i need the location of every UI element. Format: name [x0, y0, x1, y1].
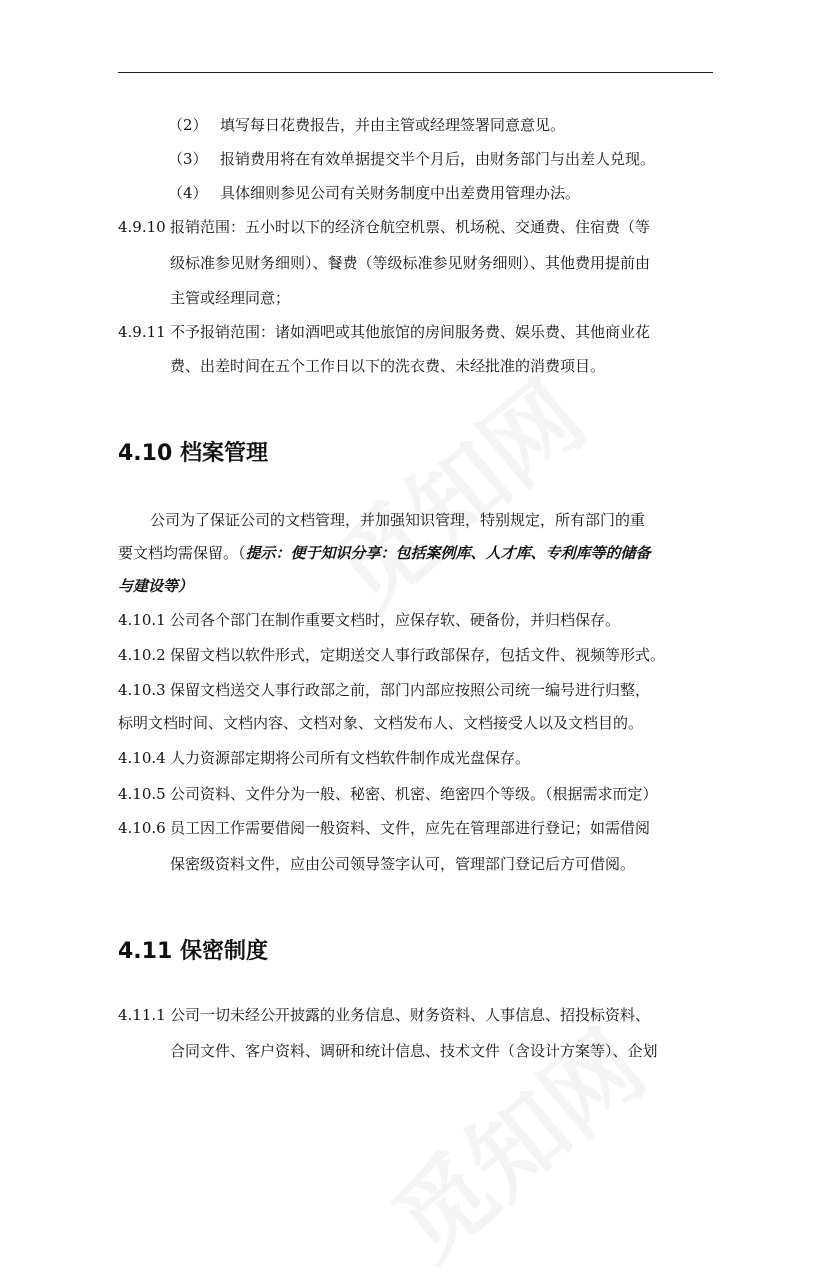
clause-4-9-11-num: 4.9.11: [118, 323, 166, 341]
clause-4-10-1-num: 4.10.1: [118, 611, 166, 629]
clause-4-10-6-num: 4.10.6: [118, 819, 166, 837]
clause-4-10-5-num: 4.10.5: [118, 785, 166, 803]
clause-4-9-10-line3: 主管或经理同意；: [170, 289, 291, 307]
clause-4-10-2-num: 4.10.2: [118, 646, 166, 664]
clause-4-10-5-text: 公司资料、文件分为一般、秘密、机密、绝密四个等级。（根据需求而定）: [170, 785, 658, 803]
intro-hint-text: 提示：便于知识分享：包括案例库、人才库、专利库等的储备: [245, 544, 651, 562]
item-3-text: 报销费用将在有效单据提交半个月后，由财务部门与出差人兑现。: [220, 150, 656, 168]
clause-4-9-10-num: 4.9.10: [118, 218, 166, 236]
clause-4-10-3-text: 保留文档送交人事行政部之前，部门内部应按照公司统一编号进行归整，: [170, 681, 651, 699]
clause-4-10-1-text: 公司各个部门在制作重要文档时，应保存软、硬备份，并归档保存。: [170, 611, 621, 629]
clause-4-11-1-num: 4.11.1: [118, 1006, 166, 1024]
item-3-label: （3）: [168, 150, 208, 168]
clause-4-9-11-line2: 费、出差时间在五个工作日以下的洗衣费、未经批准的消费项目。: [170, 357, 606, 375]
clause-4-10-4-text: 人力资源部定期将公司所有文档软件制作成光盘保存。: [170, 749, 531, 767]
intro-plain-text: 要文档均需保留。（: [118, 544, 246, 562]
header-rule: [118, 72, 713, 73]
clause-4-11-1-line2: 合同文件、客户资料、调研和统计信息、技术文件（含设计方案等）、企划: [170, 1042, 658, 1060]
clause-4-9-10-line1: 报销范围：五小时以下的经济仓航空机票、机场税、交通费、住宿费（等: [170, 218, 651, 236]
item-2-text: 填写每日花费报告，并由主管或经理签署同意意见。: [220, 116, 566, 134]
section-4-10-intro-line1: 公司为了保证公司的文档管理，并加强知识管理，特别规定，所有部门的重: [150, 511, 646, 529]
watermark: [300, 345, 609, 635]
clause-4-11-1-text: 公司一切未经公开披露的业务信息、财务资料、人事信息、招投标资料、: [170, 1006, 651, 1024]
section-4-11-heading: 4.11 保密制度: [118, 939, 268, 964]
clause-4-10-3-num: 4.10.3: [118, 681, 166, 699]
clause-4-10-4-num: 4.10.4: [118, 749, 166, 767]
clause-4-9-10-line2: 级标准参见财务细则）、餐费（等级标准参见财务细则）、其他费用提前由: [170, 254, 651, 272]
section-4-10-intro-line3: 与建设等）: [118, 577, 194, 595]
clause-4-10-6-text: 员工因工作需要借阅一般资料、文件，应先在管理部进行登记；如需借阅: [170, 819, 651, 837]
clause-4-10-2-text: 保留文档以软件形式，定期送交人事行政部保存，包括文件、视频等形式。: [170, 646, 666, 664]
clause-4-10-6-line2: 保密级资料文件，应由公司领导签字认可，管理部门登记后方可借阅。: [170, 855, 636, 873]
clause-4-10-3-line2: 标明文档时间、文档内容、文档对象、文档发布人、文档接受人以及文档目的。: [118, 714, 644, 732]
section-4-10-heading: 4.10 档案管理: [118, 441, 268, 466]
item-4-label: （4）: [168, 184, 208, 202]
section-4-10-intro-line2: [118, 543, 651, 563]
item-4-text: 具体细则参见公司有关财务制度中出差费用管理办法。: [220, 184, 581, 202]
item-2-label: （2）: [168, 116, 208, 134]
clause-4-9-11-line1: 不予报销范围：诸如酒吧或其他旅馆的房间服务费、娱乐费、其他商业花: [170, 323, 651, 341]
watermark-lower: [360, 995, 669, 1285]
